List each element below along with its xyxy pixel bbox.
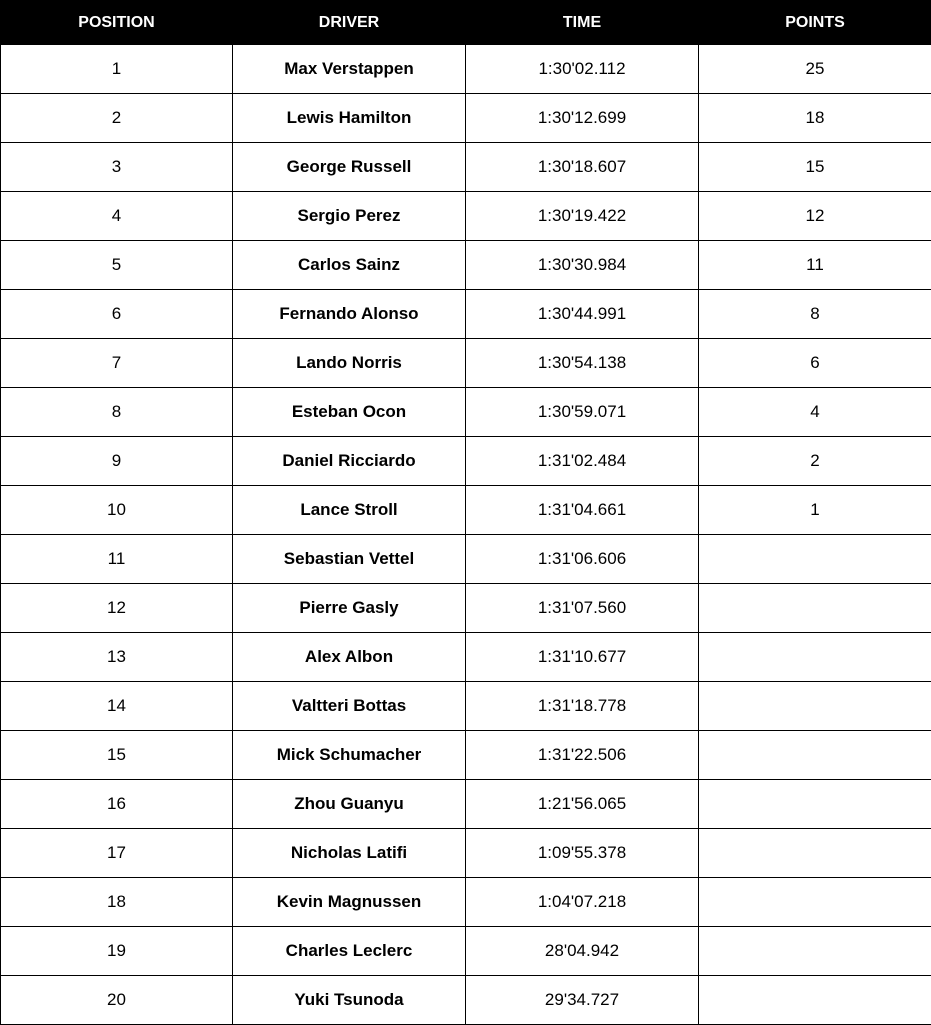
position-cell: 15 — [1, 731, 233, 780]
table-row — [1, 143, 931, 192]
table-row — [1, 290, 931, 339]
driver-cell: Nicholas Latifi — [233, 829, 466, 878]
position-cell: 18 — [1, 878, 233, 927]
time-cell: 1:09'55.378 — [466, 829, 699, 878]
points-cell — [699, 829, 931, 878]
points-cell: 18 — [699, 94, 931, 143]
driver-cell: George Russell — [233, 143, 466, 192]
time-cell: 1:31'04.661 — [466, 486, 699, 535]
points-cell: 2 — [699, 437, 931, 486]
position-cell: 17 — [1, 829, 233, 878]
position-cell: 19 — [1, 927, 233, 976]
driver-cell: Valtteri Bottas — [233, 682, 466, 731]
points-cell — [699, 535, 931, 584]
header-time: TIME — [466, 1, 699, 45]
position-cell: 10 — [1, 486, 233, 535]
header-points: POINTS — [699, 1, 931, 45]
driver-cell: Lewis Hamilton — [233, 94, 466, 143]
time-cell: 1:21'56.065 — [466, 780, 699, 829]
table-row — [1, 94, 931, 143]
time-cell: 1:30'02.112 — [466, 45, 699, 94]
points-cell — [699, 976, 931, 1025]
table-row — [1, 682, 931, 731]
driver-cell: Charles Leclerc — [233, 927, 466, 976]
points-cell — [699, 780, 931, 829]
driver-cell: Carlos Sainz — [233, 241, 466, 290]
driver-cell: Pierre Gasly — [233, 584, 466, 633]
driver-cell: Kevin Magnussen — [233, 878, 466, 927]
points-cell: 6 — [699, 339, 931, 388]
position-cell: 11 — [1, 535, 233, 584]
position-cell: 8 — [1, 388, 233, 437]
points-cell: 25 — [699, 45, 931, 94]
table-row — [1, 45, 931, 94]
points-cell — [699, 584, 931, 633]
driver-cell: Max Verstappen — [233, 45, 466, 94]
table-row — [1, 241, 931, 290]
time-cell: 1:30'30.984 — [466, 241, 699, 290]
time-cell: 1:30'18.607 — [466, 143, 699, 192]
driver-cell: Daniel Ricciardo — [233, 437, 466, 486]
table-row — [1, 535, 931, 584]
table-body — [1, 45, 931, 1025]
driver-cell: Fernando Alonso — [233, 290, 466, 339]
driver-cell: Alex Albon — [233, 633, 466, 682]
table-row — [1, 584, 931, 633]
points-cell: 11 — [699, 241, 931, 290]
table-row — [1, 192, 931, 241]
time-cell: 1:30'54.138 — [466, 339, 699, 388]
driver-cell: Zhou Guanyu — [233, 780, 466, 829]
time-cell: 1:30'12.699 — [466, 94, 699, 143]
driver-cell: Esteban Ocon — [233, 388, 466, 437]
position-cell: 9 — [1, 437, 233, 486]
table-row — [1, 927, 931, 976]
time-cell: 1:31'18.778 — [466, 682, 699, 731]
points-cell — [699, 682, 931, 731]
driver-cell: Mick Schumacher — [233, 731, 466, 780]
table-row — [1, 780, 931, 829]
time-cell: 1:31'10.677 — [466, 633, 699, 682]
position-cell: 12 — [1, 584, 233, 633]
position-cell: 16 — [1, 780, 233, 829]
table-row — [1, 731, 931, 780]
time-cell: 1:04'07.218 — [466, 878, 699, 927]
position-cell: 1 — [1, 45, 233, 94]
position-cell: 7 — [1, 339, 233, 388]
time-cell: 28'04.942 — [466, 927, 699, 976]
table-row — [1, 437, 931, 486]
position-cell: 6 — [1, 290, 233, 339]
time-cell: 1:31'22.506 — [466, 731, 699, 780]
table-row — [1, 633, 931, 682]
header-driver: DRIVER — [233, 1, 466, 45]
position-cell: 4 — [1, 192, 233, 241]
points-cell — [699, 731, 931, 780]
points-cell: 8 — [699, 290, 931, 339]
points-cell — [699, 633, 931, 682]
time-cell: 29'34.727 — [466, 976, 699, 1025]
position-cell: 13 — [1, 633, 233, 682]
table-header — [1, 1, 931, 45]
points-cell: 4 — [699, 388, 931, 437]
table-row — [1, 388, 931, 437]
header-row — [1, 1, 931, 45]
position-cell: 14 — [1, 682, 233, 731]
position-cell: 20 — [1, 976, 233, 1025]
time-cell: 1:31'02.484 — [466, 437, 699, 486]
time-cell: 1:30'59.071 — [466, 388, 699, 437]
driver-cell: Sebastian Vettel — [233, 535, 466, 584]
driver-cell: Lando Norris — [233, 339, 466, 388]
table-row — [1, 976, 931, 1025]
points-cell — [699, 927, 931, 976]
points-cell: 1 — [699, 486, 931, 535]
position-cell: 3 — [1, 143, 233, 192]
position-cell: 2 — [1, 94, 233, 143]
table-row — [1, 829, 931, 878]
driver-cell: Lance Stroll — [233, 486, 466, 535]
header-position: POSITION — [1, 1, 233, 45]
points-cell: 15 — [699, 143, 931, 192]
table-row — [1, 878, 931, 927]
position-cell: 5 — [1, 241, 233, 290]
time-cell: 1:30'19.422 — [466, 192, 699, 241]
points-cell: 12 — [699, 192, 931, 241]
time-cell: 1:30'44.991 — [466, 290, 699, 339]
time-cell: 1:31'06.606 — [466, 535, 699, 584]
table-row — [1, 339, 931, 388]
time-cell: 1:31'07.560 — [466, 584, 699, 633]
points-cell — [699, 878, 931, 927]
driver-cell: Yuki Tsunoda — [233, 976, 466, 1025]
driver-cell: Sergio Perez — [233, 192, 466, 241]
table-row — [1, 486, 931, 535]
